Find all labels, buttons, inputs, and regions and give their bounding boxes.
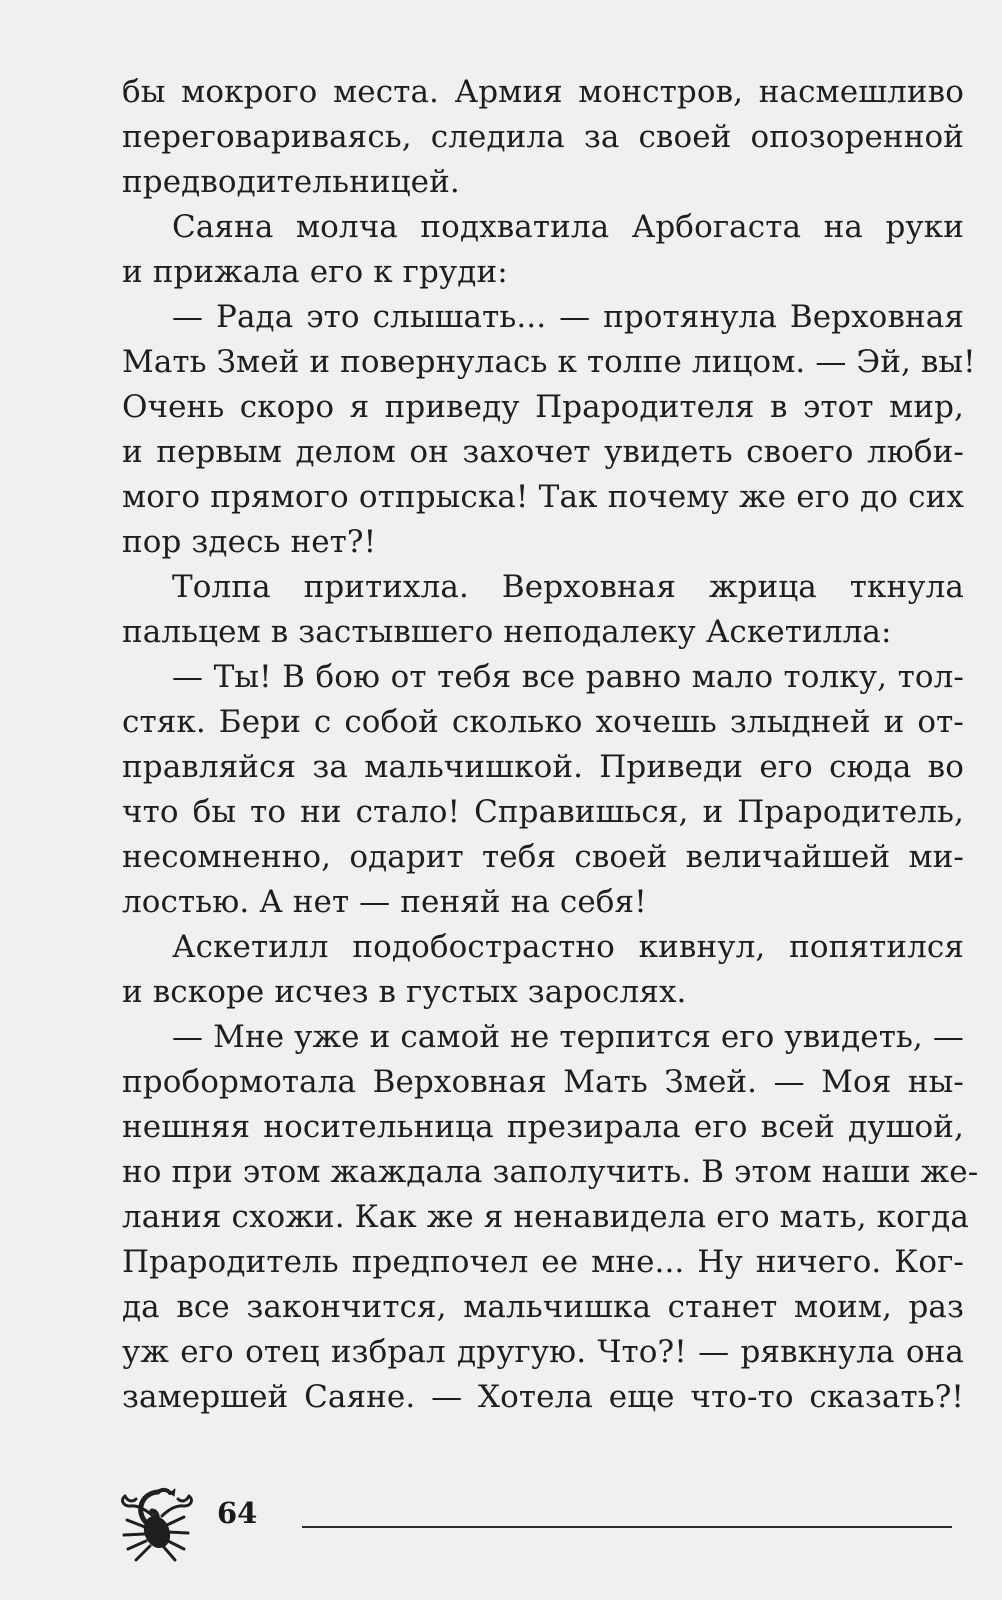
text-line: несомненно, одарит тебя своей величайшей ми-: [122, 839, 964, 875]
text-line: да все закончится, мальчишка станет моим, раз: [122, 1289, 964, 1325]
text-line: но при этом жаждала заполучить. В этом наши же-: [122, 1154, 979, 1190]
page-footer: [112, 1478, 967, 1568]
text-line: — Ты! В бою от тебя все равно мало толку, тол-: [172, 659, 964, 695]
text-line: пробормотала Верховная Мать Змей. — Моя ны-: [122, 1064, 964, 1100]
text-line: Очень скоро я приведу Прародителя в этот мир,: [122, 389, 964, 425]
text-line: и вскоре исчез в густых зарослях.: [122, 974, 687, 1010]
page-text: [122, 70, 979, 1420]
text-line: лостью. А нет — пеняй на себя!: [122, 884, 647, 920]
text-line: пор здесь нет?!: [122, 524, 377, 560]
text-line: Прародитель предпочел ее мне... Ну ничего. Ког-: [122, 1244, 964, 1280]
text-line: бы мокрого места. Армия монстров, насмешливо: [122, 74, 964, 110]
footer-divider: [302, 1526, 952, 1528]
text-line: переговариваясь, следила за своей опозоренной: [122, 119, 964, 155]
page-number: 64: [217, 1496, 258, 1530]
text-line: и первым делом он захочет увидеть своего люби-: [122, 434, 964, 470]
text-line: лания схожи. Как же я ненавидела его мать, когда: [122, 1199, 969, 1235]
scorpion-icon: [112, 1478, 202, 1568]
text-line: замершей Саяне. — Хотела еще что-то сказать?!: [122, 1379, 964, 1415]
text-line: Толпа притихла. Верховная жрица ткнула: [172, 569, 964, 605]
text-line: Мать Змей и повернулась к толпе лицом. — Эй, вы!: [122, 344, 976, 380]
text-line: нешняя носительница презирала его всей душой,: [122, 1109, 964, 1145]
text-line: уж его отец избрал другую. Что?! — рявкнула она: [122, 1334, 964, 1370]
text-line: мого прямого отпрыска! Так почему же его до сих: [122, 479, 964, 515]
text-line: — Мне уже и самой не терпится его увидеть, —: [172, 1019, 964, 1055]
text-line: Саяна молча подхватила Арбогаста на руки: [172, 209, 964, 245]
text-line: Аскетилл подобострастно кивнул, попятился: [172, 929, 964, 965]
text-line: — Рада это слышать... — протянула Верховная: [172, 299, 964, 335]
text-line: что бы то ни стало! Справишься, и Прародитель,: [122, 794, 964, 830]
text-line: правляйся за мальчишкой. Приведи его сюда во: [122, 749, 964, 785]
text-line: и прижала его к груди:: [122, 254, 508, 290]
text-line: стяк. Бери с собой сколько хочешь злыдней и от-: [122, 704, 964, 740]
text-line: пальцем в застывшего неподалеку Аскетилла:: [122, 614, 892, 650]
text-line: предводительницей.: [122, 164, 460, 200]
